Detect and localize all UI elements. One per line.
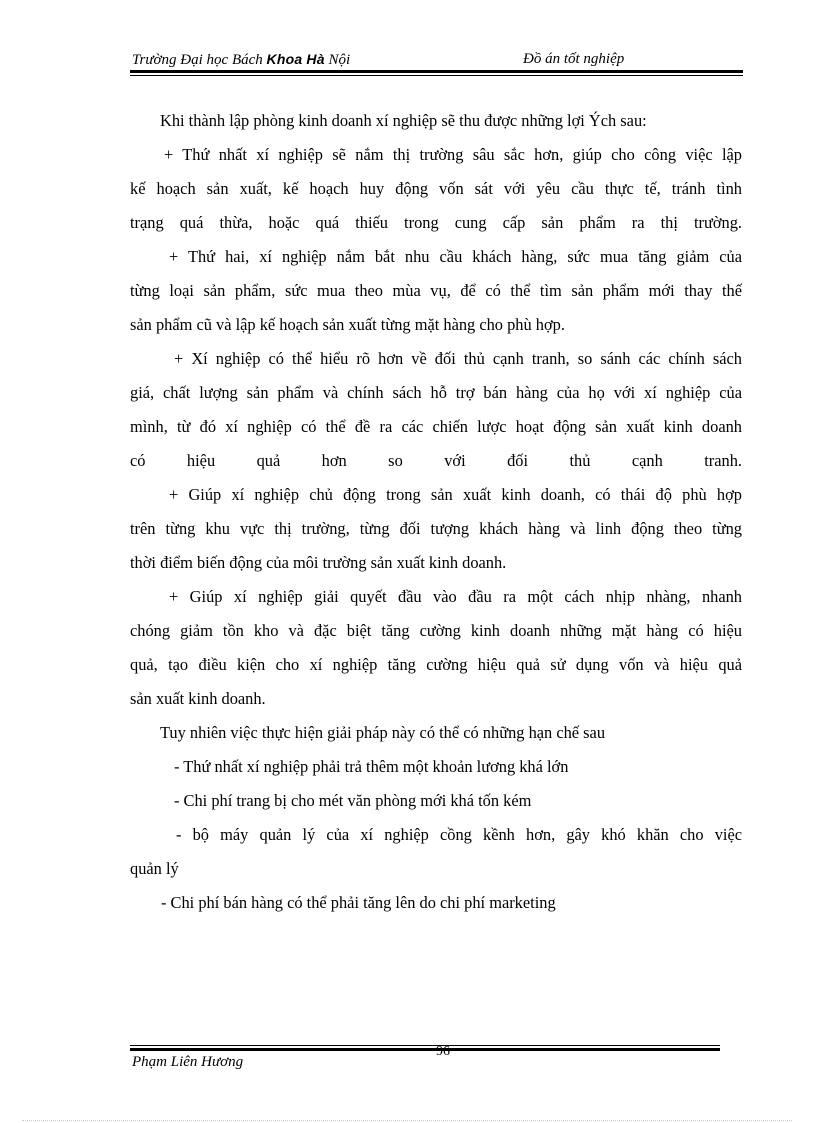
body-line: trên từng khu vực thị trường, từng đối tượng khách hàng và linh động theo từng xyxy=(130,519,742,538)
header-document-type: Đồ án tốt nghiệp xyxy=(523,51,625,67)
header-school-name-part2: Nội xyxy=(324,52,351,68)
body-line: sản xuất kinh doanh. xyxy=(130,689,266,708)
header-school-name xyxy=(132,51,350,69)
body-line: kế hoạch sản xuất, kế hoạch huy động vốn sát với yêu cầu thực tế, tránh tình xyxy=(130,179,742,198)
body-line: chóng giảm tồn kho và đặc biệt tăng cường kinh doanh những mặt hàng có hiệu xyxy=(130,621,742,640)
body-line: giá, chất lượng sản phẩm và chính sách hỗ trợ bán hàng của họ với xí nghiệp của xyxy=(130,383,742,402)
body-line: trạng quá thừa, hoặc quá thiếu trong cung cấp sản phẩm ra thị trường. xyxy=(130,213,742,232)
page-bottom-border xyxy=(22,1120,792,1121)
footer-rule-thick xyxy=(130,1048,720,1051)
header-rule-thick xyxy=(130,70,743,73)
body-line: + Giúp xí nghiệp chủ động trong sản xuất kinh doanh, có thái độ phù hợp xyxy=(169,485,742,504)
body-line: mình, từ đó xí nghiệp có thể đề ra các chiến lược hoạt động sản xuất kinh doanh xyxy=(130,417,742,436)
body-line: - Thứ nhất xí nghiệp phải trả thêm một khoản lương khá lớn xyxy=(174,757,569,776)
page-number: 96 xyxy=(436,1044,450,1059)
body-line: - Chi phí trang bị cho mét văn phòng mới khá tốn kém xyxy=(174,791,532,810)
header-school-name-part1: Trường Đại học Bách xyxy=(132,52,267,68)
body-line: - Chi phí bán hàng có thể phải tăng lên do chi phí marketing xyxy=(161,893,556,912)
body-line: từng loại sản phẩm, sức mua theo mùa vụ, để có thể tìm sản phẩm mới thay thế xyxy=(130,281,742,300)
body-line: quản lý xyxy=(130,859,179,878)
body-line: có hiệu quả hơn so với đối thủ cạnh tranh. xyxy=(130,451,742,470)
body-line: sản phẩm cũ và lập kế hoạch sản xuất từng mặt hàng cho phù hợp. xyxy=(130,315,565,334)
body-line: thời điểm biến động của môi trường sản xuất kinh doanh. xyxy=(130,553,507,572)
body-line: + Xí nghiệp có thể hiểu rõ hơn về đối thủ cạnh tranh, so sánh các chính sách xyxy=(174,349,742,368)
document-body xyxy=(130,104,742,920)
footer-author-name: Phạm Liên Hương xyxy=(132,1054,244,1070)
body-line: + Thứ nhất xí nghiệp sẽ nắm thị trường sâu sắc hơn, giúp cho công việc lập xyxy=(164,145,742,164)
body-line: - bộ máy quản lý của xí nghiệp cồng kềnh hơn, gây khó khăn cho việc xyxy=(176,825,742,844)
footer-rule-thin xyxy=(130,1045,720,1046)
body-line: + Thứ hai, xí nghiệp nắm bắt nhu cầu khách hàng, sức mua tăng giảm của xyxy=(169,247,742,266)
header-rule-thin xyxy=(130,75,743,76)
header-school-name-overlay: Khoa Hà xyxy=(266,51,325,67)
body-line: quả, tạo điều kiện cho xí nghiệp tăng cường hiệu quả sử dụng vốn và hiệu quả xyxy=(130,655,742,674)
body-line: Tuy nhiên việc thực hiện giải pháp này có thể có những hạn chế sau xyxy=(160,723,606,742)
body-line: + Giúp xí nghiệp giải quyết đầu vào đầu ra một cách nhịp nhàng, nhanh xyxy=(169,587,742,606)
body-line: Khi thành lập phòng kinh doanh xí nghiệp sẽ thu được những lợi Ých sau: xyxy=(160,111,647,130)
